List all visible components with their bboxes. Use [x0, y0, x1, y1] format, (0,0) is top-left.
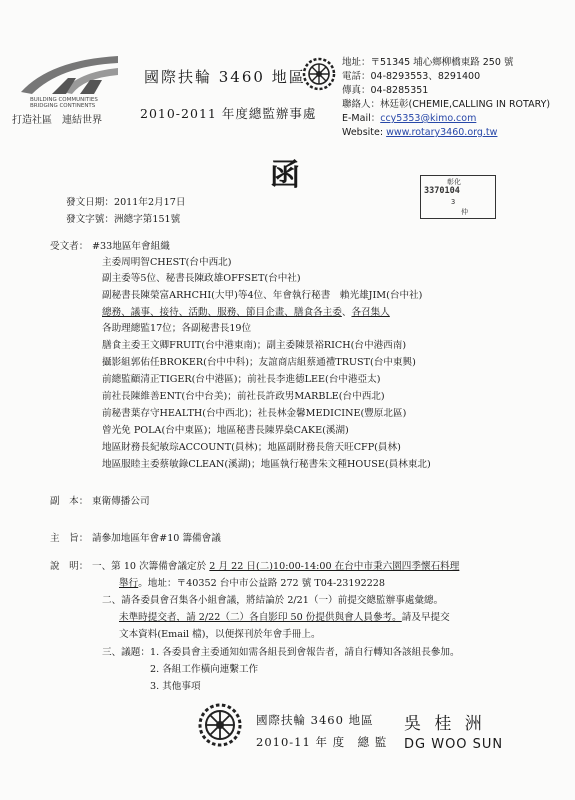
logo-caption-3: 打造社區 連結世界 [12, 115, 102, 126]
recipient-line: 副主委等5位、秘書長陳政雄OFFSET(台中社) [102, 273, 301, 284]
rotary-seal-icon [198, 703, 242, 747]
district-logo [18, 50, 123, 100]
email-row [342, 112, 476, 126]
fax: 傳真：04-8285351 [342, 85, 429, 96]
signature-org-2: 2010-11 年 度 總 監 [256, 735, 388, 749]
recipient-line: 膳食主委王文卿FRUIT(台中港東南)；副主委陳景裕RICH(台中港西南) [102, 340, 407, 351]
recipient-line: 地區服睦主委蔡敏錄CLEAN(溪湖)；地區執行秘書朱文種HOUSE(員林東北) [102, 459, 431, 470]
reference-number: 發文字號：洲總字第151號 [66, 214, 181, 225]
logo-caption-1: BUILDING COMMUNITIES [30, 97, 98, 103]
website-link[interactable]: www.rotary3460.org.tw [386, 127, 498, 138]
recipient-line: 前秘書葉存守HEALTH(台中西北)；社長林金馨MEDICINE(豐原北區) [102, 408, 407, 419]
letter-type-heading: 函 [270, 158, 300, 193]
recipient-line: 地區財務長紀敏琮ACCOUNT(員林)；地區副財務長詹天旺CFP(員林) [102, 442, 401, 453]
recipient-line: 主委周明智CHEST(台中西北) [102, 257, 232, 268]
recipients-title: #33地區年會組織 [92, 241, 170, 252]
signature-name-zh: 吳 桂 洲 [404, 714, 486, 734]
subject-label: 主 旨： [50, 533, 89, 544]
explanation-item-1-cont: 舉行。地址：〒40352 台中市公益路 272 號 T04-23192228 [119, 578, 386, 589]
rotary-wheel-icon [302, 57, 336, 91]
email-label: E-Mail： [342, 113, 381, 124]
explanation-item-3-sub: 2. 各組工作橫向連繫工作 [150, 664, 259, 675]
recipient-line: 前總監顧清正TIGER(台中港區)；前社長李進德LEE(台中港亞太) [102, 374, 381, 385]
recipient-line: 曾光免 POLA(台中東區)；地區秘書長陳界燊CAKE(溪湖) [102, 425, 349, 436]
website-row [342, 126, 497, 140]
phone: 電話：04-8293553、8291400 [342, 71, 481, 82]
issue-date: 發文日期：2011年2月17日 [66, 197, 186, 208]
explanation-item-3: 三、議題：1. 各委員會主委通知如需各組長到會報告者，請自行轉知各該組長參加。 [102, 647, 460, 658]
office-title: 2010-2011 年度總監辦事處 [140, 106, 317, 121]
subject-value: 請參加地區年會#10 籌備會議 [92, 533, 221, 544]
signature-name-en: DG WOO SUN [404, 737, 504, 752]
explanation-item-1: 一、第 10 次籌備會議定於 2 月 22 日(二)10:00-14:00 在台中市秉六園四季懷石料理 [92, 561, 460, 572]
explanation-item-2: 二、請各委員會召集各小組會議，將結論於 2/21（一）前提交總監辦事處彙總。 [102, 595, 444, 606]
cc-label: 副 本： [50, 496, 89, 507]
logo-caption-2: BRIDGING CONTINENTS [30, 103, 96, 109]
explanation-item-2-cont: 文本資料(Email 檔)，以便探刊於年會手冊上。 [119, 629, 321, 640]
cc-value: 東衛傳播公司 [92, 496, 150, 507]
explanation-label: 說 明： [50, 561, 89, 572]
recipient-line: 攝影組郭佑任BROKER(台中中科)；友誼商店組蔡通禮TRUST(台中東興) [102, 357, 416, 368]
explanation-item-2-cont: 未準時提交者，請 2/22（二）各自影印 50 份提供與會人員參考。請及早提交 [119, 612, 450, 623]
signature-org-1: 國際扶輪 3460 地區 [256, 713, 374, 727]
received-stamp: 彰化 3370104 3 仲 [420, 175, 496, 219]
recipient-line: 副秘書長陳榮富ARHCHI(大甲)等4位、年會執行秘書 賴光雄JIM(台中社) [102, 290, 423, 301]
contact-person: 聯絡人：林廷彰(CHEMIE,CALLING IN ROTARY) [342, 99, 551, 110]
recipients-label: 受文者： [50, 241, 89, 252]
recipient-line-underlined: 總務、議事、接待、活動、服務、節目企畫、膳食各主委、各召集人 [102, 307, 390, 318]
recipient-line: 各助理總監17位；各副秘書長19位 [102, 323, 252, 334]
address: 地址：〒51345 埔心鄉柳橋東路 250 號 [342, 57, 514, 68]
district-title: 國際扶輪 3460 地區 [144, 68, 306, 86]
explanation-item-3-sub: 3. 其他事項 [150, 681, 201, 692]
website-label: Website: [342, 127, 387, 138]
email-link[interactable]: ccy5353@kimo.com [380, 113, 477, 124]
recipient-line: 前社長陳維善ENT(台中台美)；前社長許政男MARBLE(台中西北) [102, 391, 385, 402]
